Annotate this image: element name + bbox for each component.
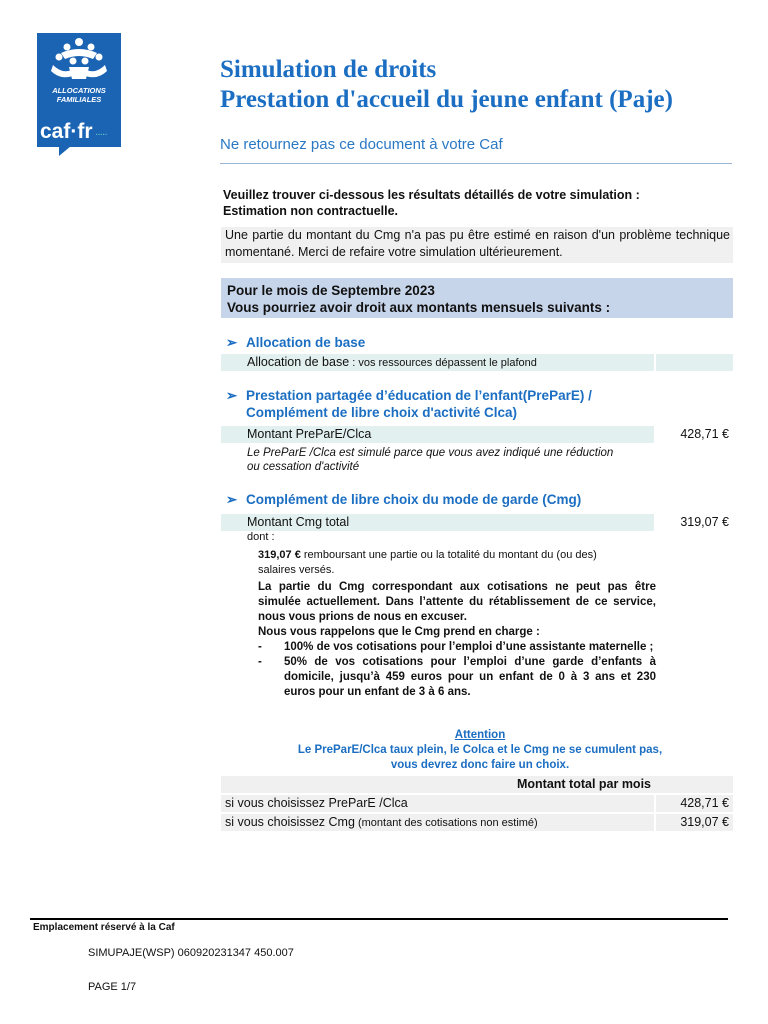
arrow-icon: ➢ <box>226 492 238 507</box>
row-base-label: Allocation de base : vos ressources dépassent le plafond <box>247 355 537 369</box>
row-cmg-label: Montant Cmg total <box>247 515 350 529</box>
arrow-icon: ➢ <box>226 388 238 403</box>
family-icon <box>37 33 121 89</box>
row-cmg-amount: 319,07 € <box>680 515 729 529</box>
divider <box>220 163 732 164</box>
list-item: - 100% de vos cotisations pour l’emploi d’une assistante maternelle ; <box>258 641 654 653</box>
page-subtitle: Ne retournez pas ce document à votre Caf <box>220 136 503 153</box>
section-title-cmg: ➢ Complément de libre choix du mode de garde (Cmg) <box>226 492 582 507</box>
page-number: PAGE 1/7 <box>88 981 137 993</box>
footer-divider <box>30 918 728 920</box>
logo-dots: ····· <box>95 130 107 141</box>
period-text: Pour le mois de Septembre 2023 Vous pourriez avoir droit aux montants mensuels suivants : <box>227 283 611 315</box>
notice-text: Une partie du montant du Cmg n'a pas pu être estimé en raison d'un problème technique momentané. Merci de refaire votre simulation ultérieurement. <box>225 228 730 259</box>
page-title: Simulation de droits Prestation d'accueil du jeune enfant (Paje) <box>220 56 673 113</box>
intro-text: Veuillez trouver ci-dessous les résultats détaillés de votre simulation : Estimation non contractuelle. <box>223 188 640 218</box>
logo-text: ALLOCATIONS FAMILIALES <box>52 86 106 104</box>
cmg-bullet-list <box>258 640 656 700</box>
logo-tail <box>59 146 71 156</box>
list-item: - 50% de vos cotisations pour l’emploi d’une garde d’enfants à domicile, jusqu’à 459 euros pour un enfant de 0 à 3 ans et 230 euros pour un enfant de 3 à 6 ans. <box>258 656 656 698</box>
footer-reference: SIMUPAJE(WSP) 060920231347 450.007 <box>88 947 294 959</box>
row-base-amount <box>656 354 733 371</box>
row-prepare-label: Montant PreParE/Clca <box>247 427 372 441</box>
caf-logo <box>37 33 121 153</box>
totals-header: Montant total par mois <box>516 777 651 791</box>
totals-row-1-amount: 428,71 € <box>680 796 729 810</box>
arrow-icon: ➢ <box>226 335 238 350</box>
footer-reserved: Emplacement réservé à la Caf <box>33 922 175 933</box>
prepare-note: Le PreParE /Clca est simulé parce que vous avez indiqué une réduction ou cessation d'activité <box>247 447 614 473</box>
cmg-warning: La partie du Cmg correspondant aux cotisations ne peut pas être simulée actuellement. Dans l’attente du rétablissement de ce service, nous vous prions de nous en excuser. <box>258 581 656 623</box>
cmg-dont: dont : <box>247 531 275 543</box>
logo-emblem <box>37 33 121 117</box>
section-title-prepare: ➢ Prestation partagée d’éducation de l’enfant(PreParE) / Complément de libre choix d'activité Clca) <box>226 388 592 420</box>
totals-row-1-label: si vous choisissez PreParE /Clca <box>225 796 408 810</box>
attention-block: Attention Le PreParE/Clca taux plein, le Colca et le Cmg ne se cumulent pas, vous devrez donc faire un choix. <box>297 729 663 771</box>
section-title-base: ➢ Allocation de base <box>226 335 366 350</box>
cmg-detail: 319,07 € remboursant une partie ou la totalité du montant du (ou des) salaires versés. <box>258 549 597 576</box>
logo-caf-text: caf·fr <box>37 117 121 147</box>
cmg-reminder: Nous vous rappelons que le Cmg prend en charge : <box>258 626 540 638</box>
row-prepare-amount: 428,71 € <box>680 427 729 441</box>
totals-row-2-label: si vous choisissez Cmg (montant des cotisations non estimé) <box>225 815 538 829</box>
totals-row-2-amount: 319,07 € <box>680 815 729 829</box>
